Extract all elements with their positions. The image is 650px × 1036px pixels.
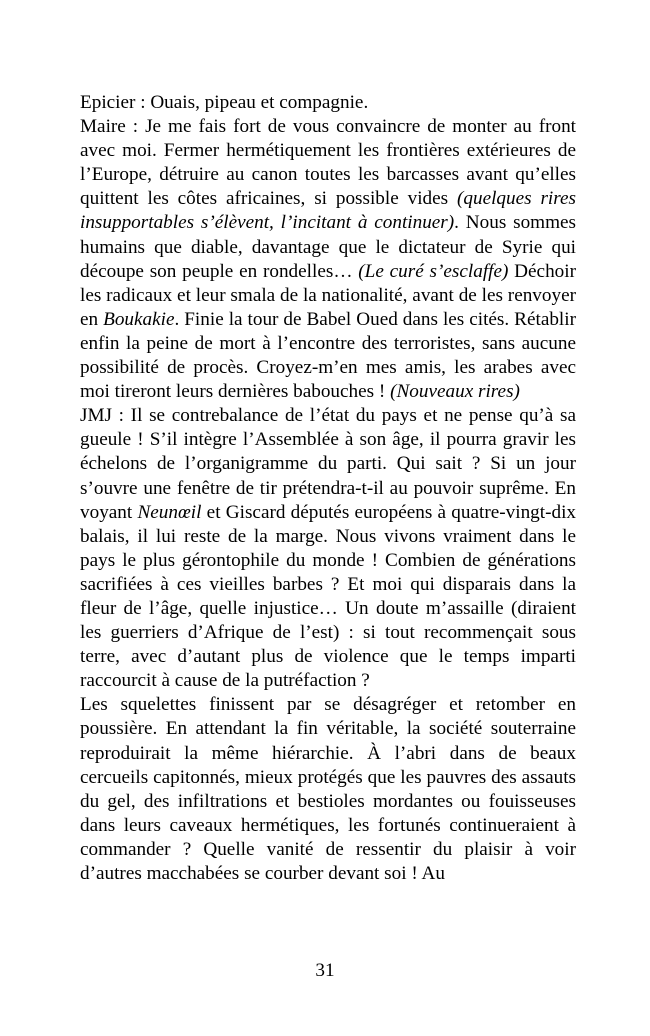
paragraph-jmj xyxy=(80,404,576,693)
paragraph-text: Epicier : Ouais, pipeau et compagnie. xyxy=(80,92,369,113)
stage-direction: (quelques rires insupportables s’élèvent, l’incitant à continuer) xyxy=(80,188,576,234)
paragraph-text: . Finie la tour de Babel Oued dans les cités. Rétablir enfin la peine de mort à l’encontre des terroristes, sans aucune possibilité de procès. Croyez-m’en mes amis, les arabes avec moi tireront leurs dernières babouches ! xyxy=(80,308,576,403)
paragraph-squelettes xyxy=(80,693,576,886)
stage-direction: (Le curé s’esclaffe) xyxy=(358,260,509,282)
paragraph-text: et Giscard députés européens à quatre-vingt-dix balais, il lui reste de la marge. Nous vivons vraiment dans le pays le plus gérontophile du monde ! Combien de générations sacrifiées à ces vieilles barbes ? Et moi qui disparais dans la fleur de l’âge, quelle injustice… Un doute m’assaille (diraient les guerriers d’Afrique de l’est) : si tout recommençait sous terre, avec d’autant plus de violence que le temps imparti raccourcit à cause de la putréfaction ? xyxy=(80,501,576,692)
page-number: 31 xyxy=(315,960,335,981)
paragraph-text: Déchoir les radicaux et leur smala de la nationalité, avant de les renvoyer en xyxy=(80,260,576,330)
italic-term: Neunœil xyxy=(137,501,202,523)
body-text xyxy=(80,91,576,886)
stage-direction: (Nouveaux rires) xyxy=(390,381,520,403)
paragraph-text: . Nous sommes humains que diable, davantage que le dictateur de Syrie qui découpe son peuple en rondelles… xyxy=(80,212,577,282)
paragraph-epicier xyxy=(80,91,576,115)
paragraph-text: JMJ : Il se contrebalance de l’état du pays et ne pense qu’à sa gueule ! S’il intègre l’Assemblée à son âge, il pourra gravir les échelons de l’organigramme du parti. Qui sait ? Si un jour s’ouvre une fenêtre de tir prétendra-t-il au pouvoir suprême. En voyant xyxy=(80,405,576,523)
paragraph-text: Maire : Je me fais fort de vous convaincre de monter au front avec moi. Fermer hermétiquement les frontières extérieures de l’Europe, détruire au canon toutes les barcasses avant qu’elles quittent les côtes africaines, si possible vides xyxy=(80,116,576,210)
italic-term: Boukakie xyxy=(103,308,175,330)
paragraph-maire xyxy=(80,115,576,404)
paragraph-text: Les squelettes finissent par se désagréger et retomber en poussière. En attendant la fin véritable, la société souterraine reproduirait la même hiérarchie. À l’abri dans de beaux cercueils capitonnés, mieux protégés que les pauvres des assauts du gel, des infiltrations et bestioles mordantes ou fouisseuses dans leurs caveaux hermétiques, les fortunés continueraient à commander ? Quelle vanité de ressentir du plaisir à voir d’autres macchabées se courber devant soi ! Au xyxy=(80,694,576,884)
